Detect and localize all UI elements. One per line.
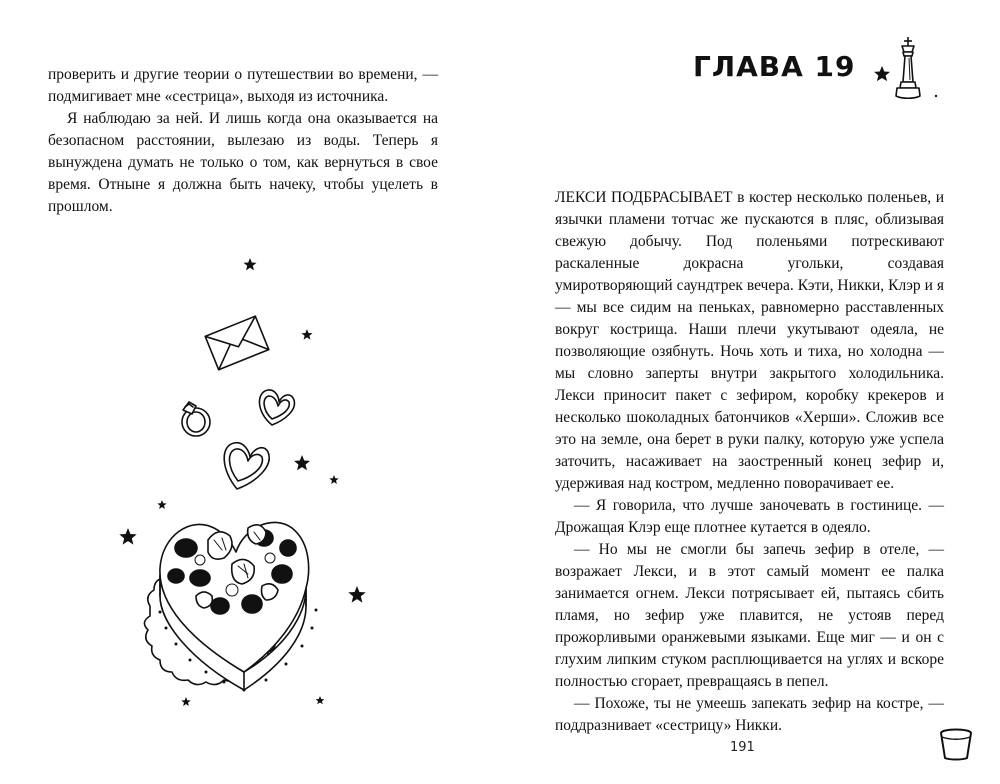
- right-page-text: [555, 187, 944, 737]
- ring-icon: [182, 402, 210, 436]
- heart-cake-icon: [144, 522, 317, 691]
- right-paragraph-1: [555, 187, 944, 495]
- right-paragraph-3: — Но мы не смогли бы запечь зефир в отеле, — возражает Лекси, и в этот самый момент ее палка занимается огнем. Лекси потрясывает ей, пытаясь сбить пламя, но зефир уже плавится, не устояв перед прожорливыми оранжевыми языками. Еще миг — и он с глухим липким стуком расплющивается на углях и вскоре полностью сгорает, превращаясь в пепел.: [555, 541, 944, 690]
- cup-icon: [938, 728, 974, 762]
- heart-icon: [224, 443, 269, 489]
- right-paragraph-2: — Я говорила, что лучше заночевать в гостинице. — Дрожащая Клэр еще плотнее кутается в одеяло.: [555, 497, 944, 536]
- star-icon: [119, 528, 136, 545]
- star-icon: [348, 586, 365, 603]
- page-number: 191: [730, 740, 755, 755]
- star-icon: [181, 697, 190, 706]
- star-icon: [157, 500, 166, 509]
- left-paragraph-1: проверить и другие теории о путешествии во времени, — подмигивает мне «сестрица», выходя из источника.: [48, 66, 438, 105]
- star-icon: [316, 696, 325, 704]
- star-icon: [244, 258, 257, 270]
- star-icon: [329, 475, 338, 484]
- envelope-icon: [205, 316, 269, 370]
- heart-icon: [259, 390, 294, 425]
- chapter-lead-in: ЛЕКСИ ПОДБРАСЫВАЕТ: [555, 189, 733, 206]
- star-icon: [302, 329, 313, 340]
- star-icon: [294, 455, 310, 470]
- chess-king-icon: [868, 34, 948, 104]
- right-paragraph-4: — Похоже, ты не умеешь запекать зефир на костре, — поддразнивает «сестрицу» Никки.: [555, 695, 944, 734]
- left-paragraph-2: Я наблюдаю за ней. И лишь когда она оказывается на безопасном расстоянии, вылезаю из воды. Теперь я вынуждена думать не только о том, как вернуться в свое время. Отныне я должна быть начеку, чтобы уцелеть в прошлом.: [48, 110, 438, 215]
- chapter-title: ГЛАВА 19: [693, 50, 856, 83]
- right-paragraph-1-text: в костер несколько поленьев, и язычки пламени тотчас же пускаются в пляс, облизывая свежую добычу. Под поленьями потрескивают раскаленные докрасна угольки, создавая умиротворяющий саундтрек вечера. Кэти, Никки, Клэр и я — мы все сидим на пеньках, равномерно расставленных вокруг кострища. Наши плечи укутывают одеяла, не позволяющие озябнуть. Ночь хоть и тиха, но холодна — мы словно заперты внутри закрытого холодильника. Лекси приносит пакет с зефиром, коробку крекеров и несколько шоколадных батончиков «Херши». Сложив все это на земле, она берет в руки палку, которую уже успела заточить, насаживает на заостренный конец зефир и, удерживая над костром, медленно поворачивает ее.: [555, 189, 944, 492]
